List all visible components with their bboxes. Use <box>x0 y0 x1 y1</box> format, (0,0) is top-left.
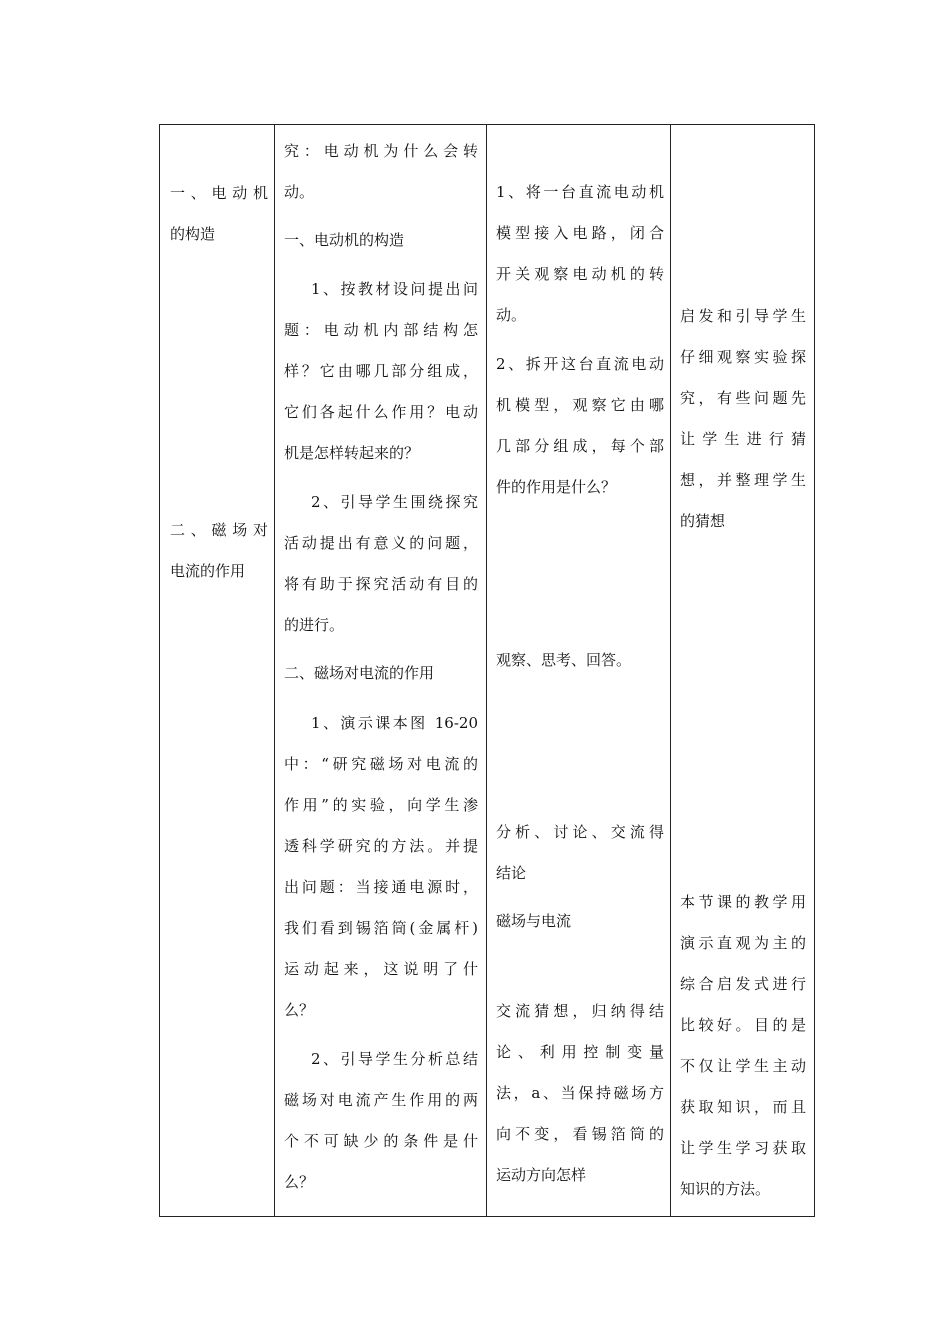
text-line: 启发和引导学生 <box>680 307 806 325</box>
section-heading: 的构造 <box>170 225 216 243</box>
text-line: 磁场对电流产生作用的两 <box>284 1091 478 1109</box>
text-line: 知识的方法。 <box>680 1180 771 1198</box>
text-line: 机模型，观察它由哪 <box>496 396 664 414</box>
teacher-activity-column <box>284 125 478 1216</box>
text-line: 题：电动机内部结构怎 <box>284 321 478 339</box>
column-divider <box>670 125 671 1216</box>
section-heading: 一、电动机 <box>170 184 268 202</box>
text-line: 分析、讨论、交流得 <box>496 823 664 841</box>
text-line: 获取知识，而且 <box>680 1098 806 1116</box>
text-line: 磁场与电流 <box>496 912 572 930</box>
text-line: 出问题：当接通电源时， <box>284 878 478 896</box>
text-line: 一、电动机的构造 <box>284 231 405 249</box>
text-line: 1、按教材设问提出问 <box>311 280 478 298</box>
text-line: 它们各起什么作用？电动 <box>284 403 478 421</box>
text-line: 究，有些问题先 <box>680 389 806 407</box>
text-line: 件的作用是什么？ <box>496 478 617 496</box>
text-line: 二、磁场对电流的作用 <box>284 664 435 682</box>
text-line: 将有助于探究活动有目的 <box>284 575 478 593</box>
text-line: 不仅让学生主动 <box>680 1057 806 1075</box>
section-heading: 电流的作用 <box>170 562 246 580</box>
text-line: 1、演示课本图 16-20 <box>311 714 478 732</box>
text-line: 作用”的实验，向学生渗 <box>284 796 478 814</box>
text-line: 中：“研究磁场对电流的 <box>284 755 478 773</box>
text-line: 比较好。目的是 <box>680 1016 806 1034</box>
text-line: 本节课的教学用 <box>680 893 806 911</box>
text-line: 我们看到锡箔筒(金属杆) <box>284 919 478 937</box>
text-line: 么？ <box>284 1173 315 1191</box>
section-column <box>170 125 268 1216</box>
text-line: 机是怎样转起来的？ <box>284 444 420 462</box>
text-line: 向不变，看锡箔筒的 <box>496 1125 664 1143</box>
text-line: 交流猜想，归纳得结 <box>496 1002 664 1020</box>
text-line: 几部分组成，每个部 <box>496 437 664 455</box>
text-line: 活动提出有意义的问题， <box>284 534 478 552</box>
column-divider <box>274 125 275 1216</box>
text-line: 运动起来，这说明了什 <box>284 960 478 978</box>
text-line: 结论 <box>496 864 527 882</box>
text-line: 演示直观为主的 <box>680 934 806 952</box>
text-line: 观察、思考、回答。 <box>496 651 632 669</box>
text-line: 论、利用控制变量 <box>496 1043 664 1061</box>
text-line: 2、拆开这台直流电动 <box>496 355 664 373</box>
design-intent-column <box>680 125 806 1216</box>
text-line: 让学生学习获取 <box>680 1139 806 1157</box>
text-line: 个不可缺少的条件是什 <box>284 1132 478 1150</box>
text-line: 么？ <box>284 1001 315 1019</box>
text-line: 运动方向怎样 <box>496 1166 587 1184</box>
text-line: 模型接入电路，闭合 <box>496 224 664 242</box>
text-line: 2、引导学生围绕探究 <box>311 493 478 511</box>
column-divider <box>486 125 487 1216</box>
text-line: 的进行。 <box>284 616 345 634</box>
text-line: 开关观察电动机的转 <box>496 265 664 283</box>
section-heading: 二、磁场对 <box>170 521 268 539</box>
text-line: 的猜想 <box>680 512 726 530</box>
text-line: 动。 <box>496 306 527 324</box>
student-activity-column <box>496 125 664 1216</box>
text-line: 综合启发式进行 <box>680 975 806 993</box>
text-line: 想，并整理学生 <box>680 471 806 489</box>
text-line: 透科学研究的方法。并提 <box>284 837 478 855</box>
lesson-plan-table <box>159 124 815 1217</box>
text-line: 1、将一台直流电动机 <box>496 183 664 201</box>
text-line: 2、引导学生分析总结 <box>311 1050 478 1068</box>
text-line: 样？它由哪几部分组成， <box>284 362 478 380</box>
text-line: 究：电动机为什么会转 <box>284 142 478 160</box>
text-line: 法，a、当保持磁场方 <box>496 1084 664 1102</box>
text-line: 仔细观察实验探 <box>680 348 806 366</box>
text-line: 动。 <box>284 183 315 201</box>
text-line: 让学生进行猜 <box>680 430 806 448</box>
